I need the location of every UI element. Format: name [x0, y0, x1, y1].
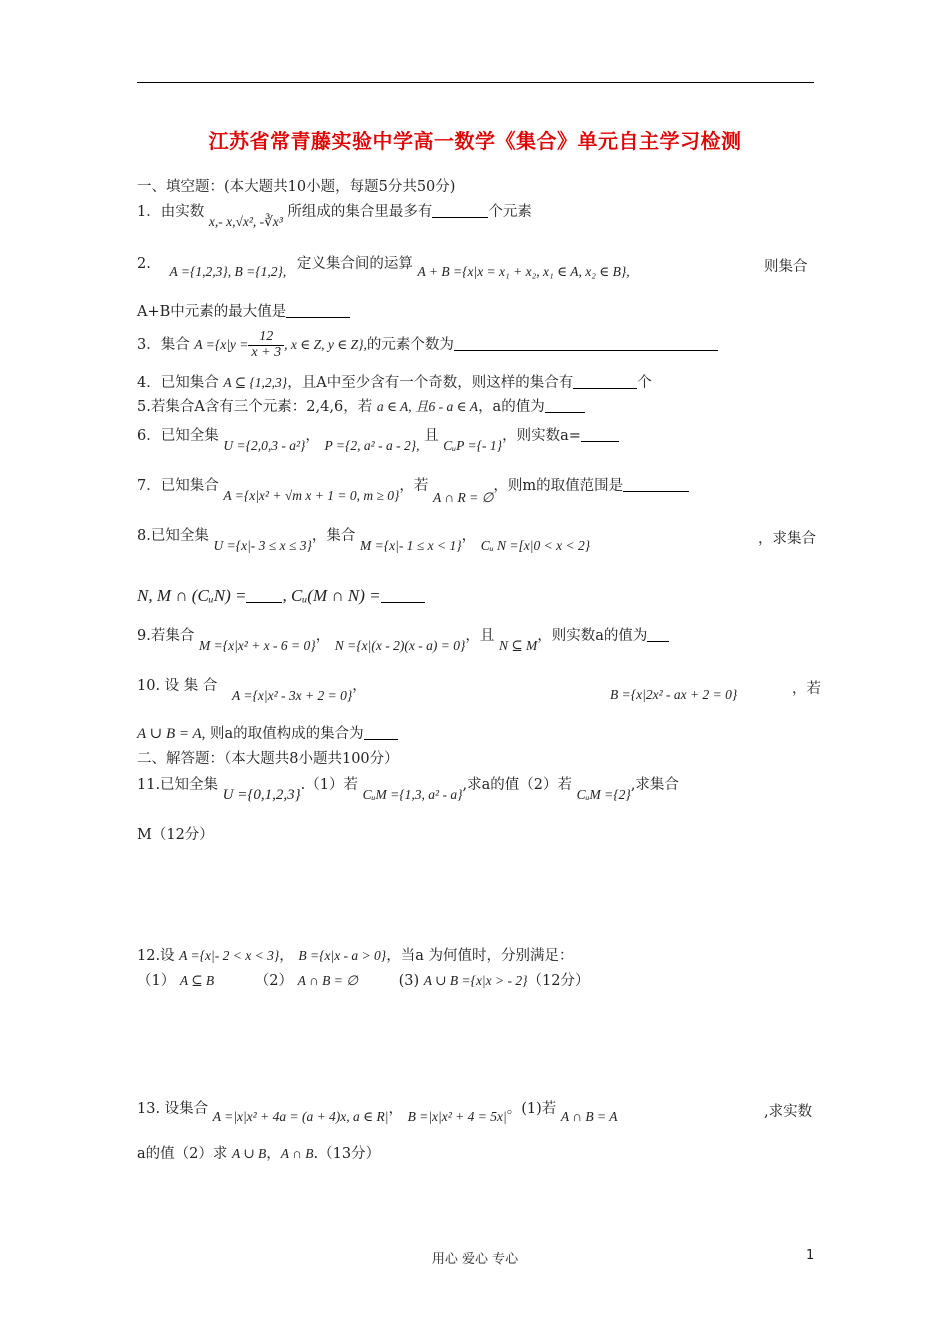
answer-blank [432, 203, 488, 218]
math-expression: A ⊆ B [179, 973, 215, 988]
math-expression: CᵤP ={- 1} [443, 438, 503, 453]
math-expression: U ={0,1,2,3} [222, 787, 301, 803]
answer-blank [545, 398, 585, 413]
math-expression: a ∈ A, 且6 - a ∈ A [376, 399, 479, 414]
math-expression: B ={x|x - a > 0} [298, 948, 387, 963]
question-5: 5.若集合A含有三个元素：2,4,6，若 a ∈ A, 且6 - a ∈ A，a的值为 [137, 398, 585, 416]
question-3: 3．集合 A ={x|y = $\frac{12}{x + 3}$ , x ∈ Z, y ∈ Z},的元素个数为 [137, 330, 718, 360]
math-expression: N, M ∩ (CᵤN) = [137, 586, 247, 605]
answer-blank [573, 374, 637, 389]
question-12: 12.设 A ={x|- 2 < x < 3}， B ={x|x - a > 0}，当a 为何值时，分别满足： [137, 948, 574, 964]
fraction: $\frac{12}{x + 3}$ [248, 330, 284, 360]
math-expression: U ={x|- 3 ≤ x ≤ 3} [213, 538, 312, 553]
math-expression: U ={2,0,3 - a²} [223, 438, 306, 453]
math-expression: CᵤM ={1,3, a² - a} [362, 787, 463, 802]
answer-blank [623, 477, 689, 492]
math-expression: N ⊆ M [498, 638, 538, 653]
question-8-tail: ，求集合 [758, 531, 816, 547]
page-number: 1 [806, 1248, 815, 1263]
question-6: 6．已知全集 U ={2,0,3 - a²}， P ={2, a² - a - 2}, 且 CᵤP ={- 1}，则实数a= [137, 427, 619, 455]
question-7: 7．已知集合 A ={x|x² + √m x + 1 = 0, m ≥ 0}，若 A ∩ R = ∅，则m的取值范围是 [137, 477, 689, 507]
math-expression: N ={x|(x - 2)(x - a) = 0} [334, 638, 466, 653]
math-expression: A ∪ B ={x|x > - 2} [423, 973, 528, 988]
answer-blank [246, 588, 282, 603]
answer-blank [381, 588, 425, 603]
question-13-line2: a的值（2）求 A ∪ B，A ∩ B.（13分） [137, 1146, 381, 1162]
math-expression: A ={x|y = [194, 337, 249, 353]
math-expression: A ∪ B [231, 1146, 267, 1161]
math-expression: M ={x|x² + x - 6 = 0} [198, 638, 316, 653]
answer-blank [286, 303, 350, 318]
question-2: 2. A ={1,2,3}, B ={1,2}, 定义集合间的运算 A + B ={x|x = x₁ + x₂, x₁ ∈ A, x₂ ∈ B}, [137, 256, 630, 279]
math-expression: A ∩ B = ∅ [297, 973, 358, 988]
math-expression: A =|x|x² + 4a = (a + 4)x, a ∈ R| [212, 1109, 389, 1124]
question-10-line2: A ∪ B = A, 则a的取值构成的集合为 [137, 725, 398, 744]
question-1: 1．由实数 x,- x,√x², -∛x³ 所组成的集合里最多有 个元素 [137, 204, 532, 229]
math-expression: A ⊆ {1,2,3} [223, 375, 288, 390]
page-title: 江苏省常青藤实验中学高一数学《集合》单元自主学习检测 [208, 129, 742, 153]
page-footer: 用心 爱心 专心 [431, 1252, 519, 1267]
math-expression: A ∩ B [280, 1146, 314, 1161]
question-10-set-b [610, 687, 737, 703]
math-expression: CᵤM ={2} [576, 787, 631, 802]
answer-blank [647, 627, 669, 642]
answer-blank [454, 336, 718, 351]
section-heading-2: 二、解答题：（本大题共8小题共100分） [137, 751, 399, 767]
math-expression: A ={1,2,3}, B ={1,2}, [169, 264, 287, 279]
question-9: 9.若集合 M ={x|x² + x - 6 = 0}， N ={x|(x - 2)(x - a) = 0}，且 N ⊆ M，则实数a的值为 [137, 627, 669, 655]
question-10: 10. 设 集 合 A ={x|x² - 3x + 2 = 0}， [137, 678, 367, 703]
math-expression: , x ∈ Z, y ∈ Z}, [284, 337, 367, 353]
question-2-tail: 则集合 [764, 259, 808, 275]
math-expression: A ∩ R = ∅ [433, 490, 494, 505]
math-expression: A ={x|x² + √m x + 1 = 0, m ≥ 0} [223, 488, 400, 503]
math-expression: A + B ={x|x = x₁ + x₂, x₁ ∈ A, x₂ ∈ B}, [417, 264, 630, 279]
question-13-tail: ,求实数 [764, 1104, 813, 1120]
question-11: 11.已知全集 U ={0,1,2,3}.（1）若 CᵤM ={1,3, a² - a},求a的值（2）若 CᵤM ={2},求集合 [137, 777, 679, 803]
question-13: 13. 设集合 A =|x|x² + 4a = (a + 4)x, a ∈ R|， B =|x|x² + 4 = 5x|。(1)若 A ∩ B = A [137, 1101, 618, 1124]
math-expression: , Cᵤ(M ∩ N) = [282, 586, 381, 605]
question-4: 4．已知集合 A ⊆ {1,2,3}，且A中至少含有一个奇数，则这样的集合有 个 [137, 375, 652, 391]
math-expression: B ={x|2x² - ax + 2 = 0} [610, 687, 738, 702]
math-expression: P ={2, a² - a - 2}, [324, 438, 420, 453]
math-expression: B =|x|x² + 4 = 5x| [407, 1109, 507, 1124]
answer-blank [364, 725, 398, 740]
question-12-conditions: （1） A ⊆ B （2） A ∩ B = ∅ (3) A ∪ B ={x|x > - 2}（12分） [137, 973, 590, 989]
question-8: 8.已知全集 U ={x|- 3 ≤ x ≤ 3}，集合 M ={x|- 1 ≤ x < 1}， Cᵤ N =[x|0 < x < 2} [137, 528, 591, 553]
answer-blank [581, 427, 619, 442]
header-rule [137, 82, 814, 83]
math-expression: A ={x|- 2 < x < 3} [179, 948, 280, 963]
math-expression: x,- x,√x², -∛x³ [208, 214, 283, 229]
math-expression: A ={x|x² - 3x + 2 = 0} [232, 688, 353, 703]
question-10-tail: ，若 [792, 681, 821, 697]
question-2-line2: A+B中元素的最大值是 [137, 303, 350, 321]
math-expression: M ={x|- 1 ≤ x < 1} [359, 538, 462, 553]
math-expression: A ∩ B = A [560, 1109, 618, 1124]
section-heading-1: 一、填空题：(本大题共10小题，每题5分共50分) [137, 179, 456, 195]
math-expression: Cᵤ N =[x|0 < x < 2} [480, 538, 591, 553]
math-expression: A ∪ B = A, [137, 726, 206, 742]
question-11-line2: M（12分） [137, 827, 214, 843]
question-8-line2 [137, 585, 425, 606]
